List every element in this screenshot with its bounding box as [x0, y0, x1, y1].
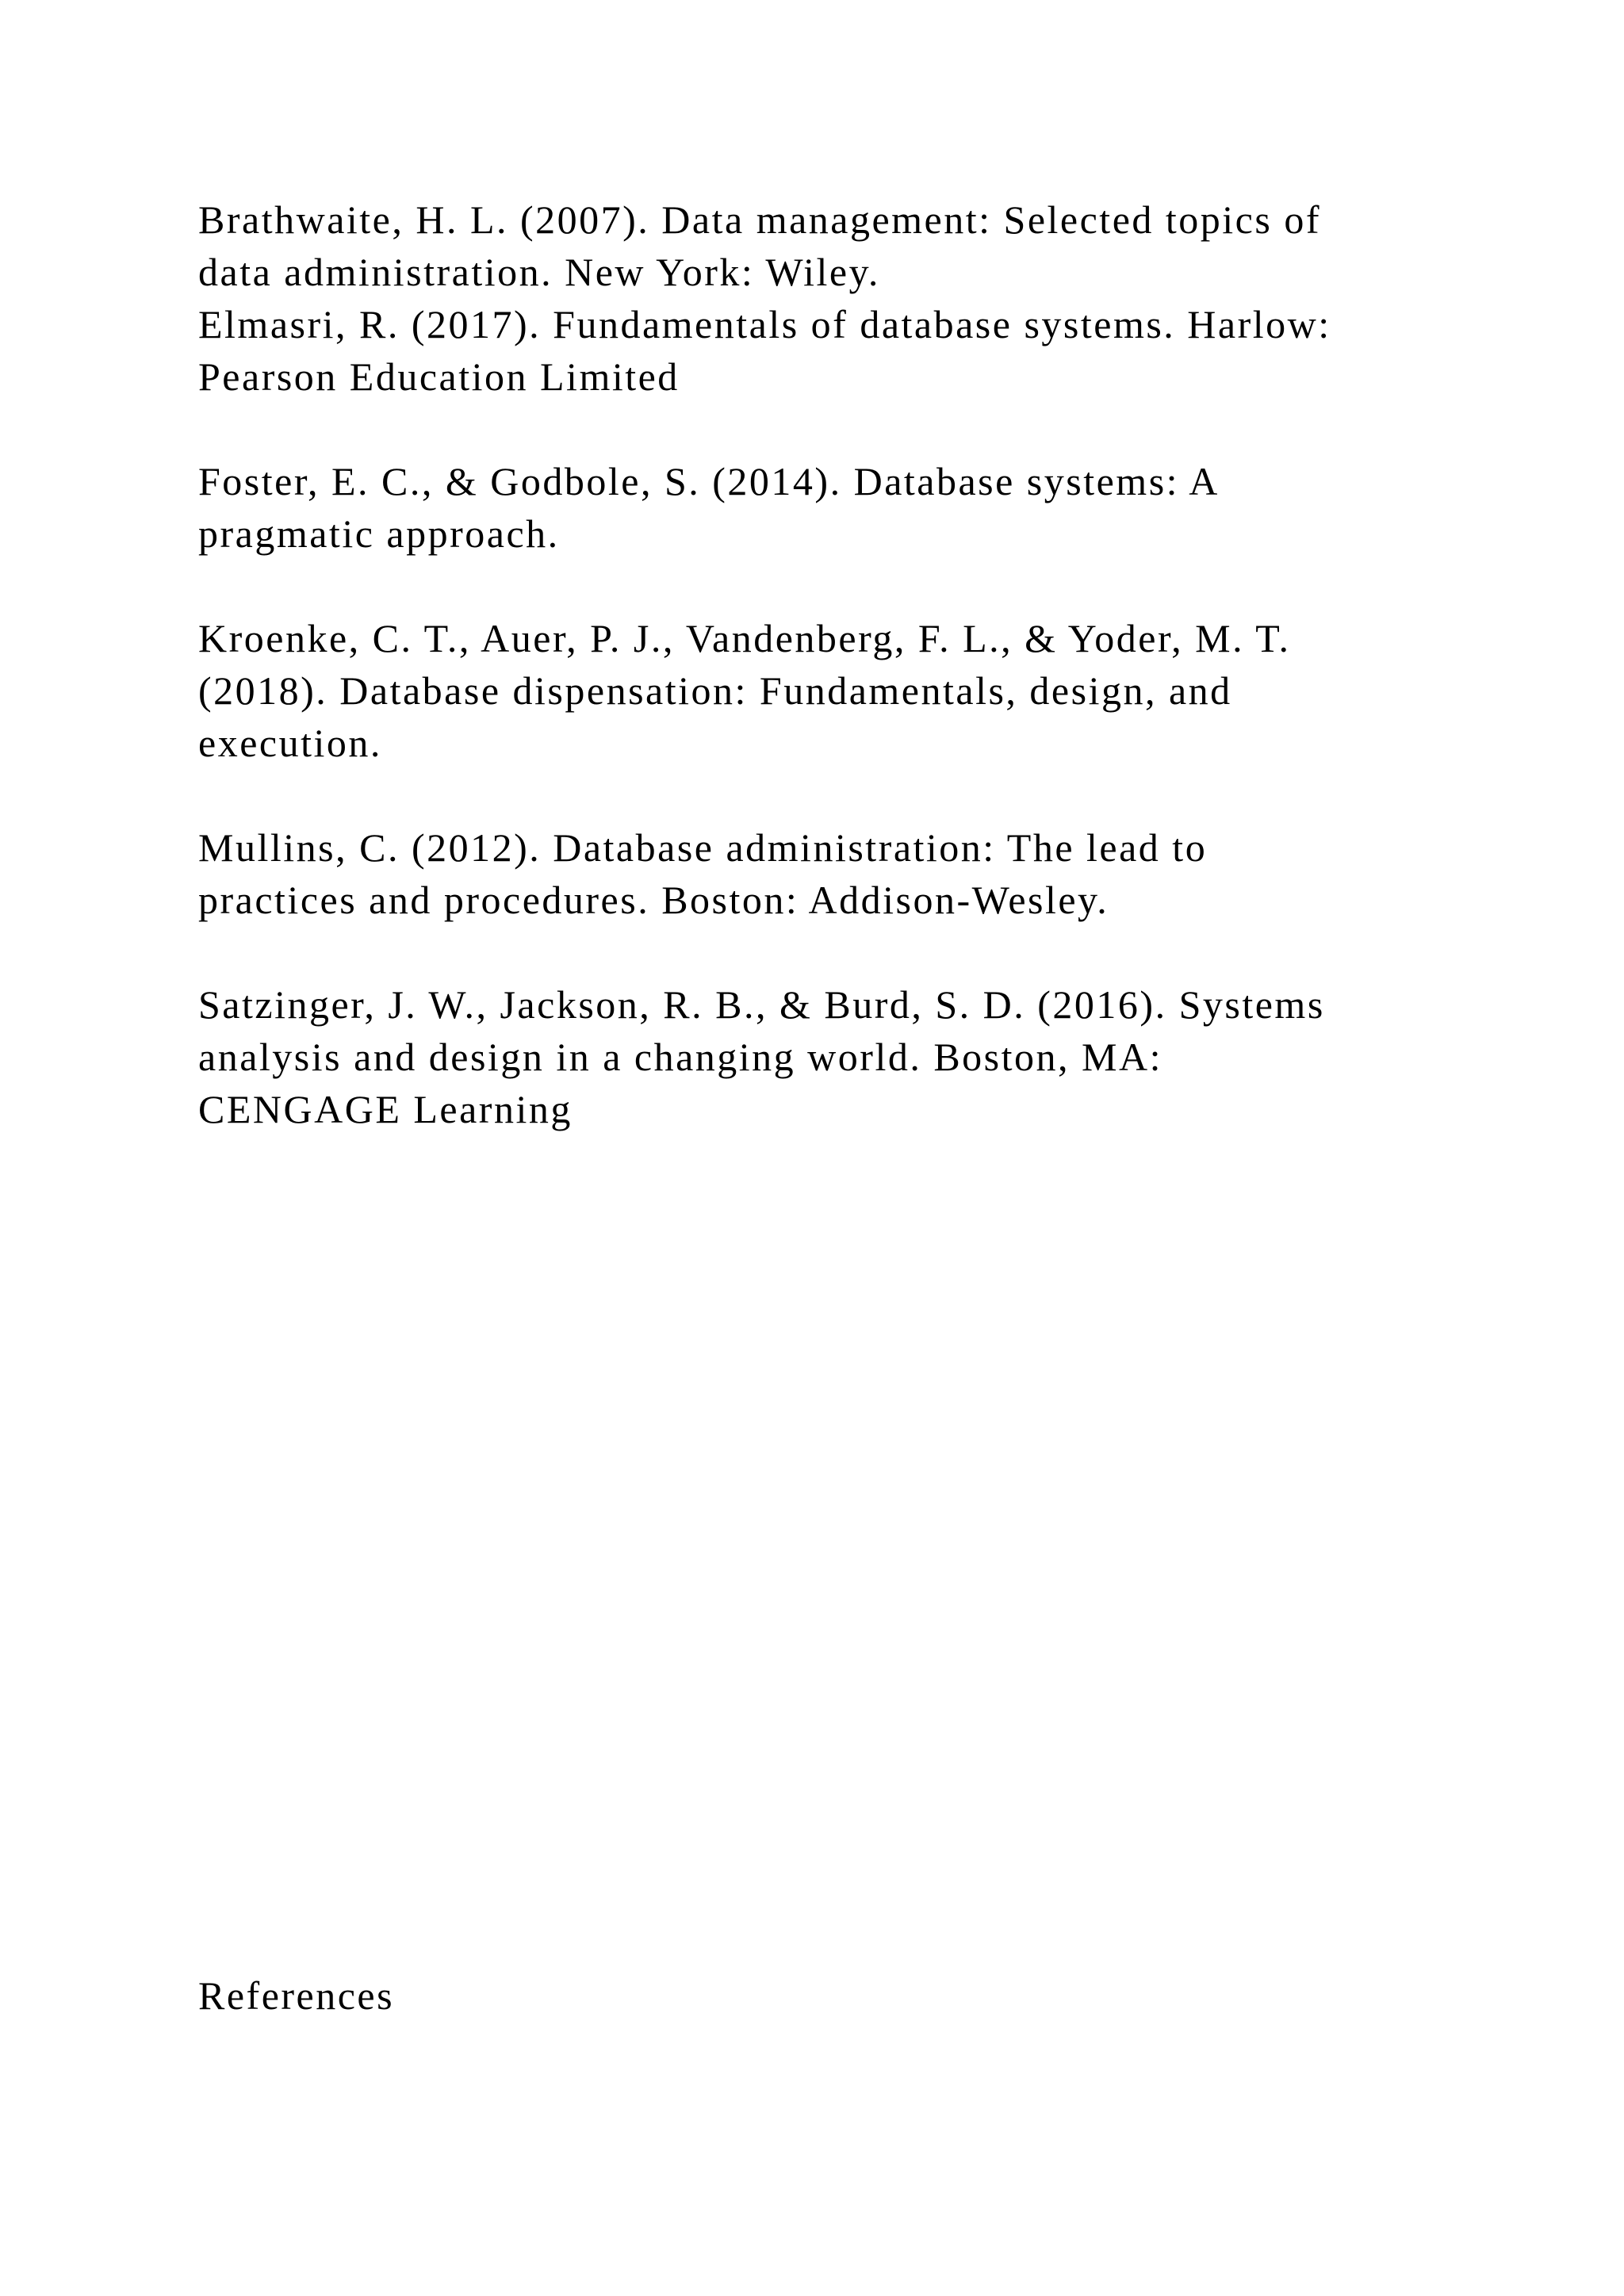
- reference-list: [198, 193, 1483, 1135]
- references-heading: References: [198, 1973, 395, 2018]
- reference-entry: Satzinger, J. W., Jackson, R. B., & Burd, S. D. (2016). Systems analysis and design in a changing world. Boston, MA: CENGAGE Learning: [198, 982, 1325, 1131]
- reference-entry: Elmasri, R. (2017). Fundamentals of database systems. Harlow: Pearson Education Limited: [198, 302, 1331, 399]
- reference-entry: Kroenke, C. T., Auer, P. J., Vandenberg, F. L., & Yoder, M. T. (2018). Database dispensation: Fundamentals, design, and execution.: [198, 616, 1291, 765]
- reference-entry: Foster, E. C., & Godbole, S. (2014). Database systems: A pragmatic approach.: [198, 459, 1220, 556]
- reference-entry: Brathwaite, H. L. (2007). Data management: Selected topics of data administration. New York: Wiley.: [198, 197, 1321, 294]
- reference-entry: Mullins, C. (2012). Database administration: The lead to practices and procedures. Boston: Addison-Wesley.: [198, 825, 1208, 922]
